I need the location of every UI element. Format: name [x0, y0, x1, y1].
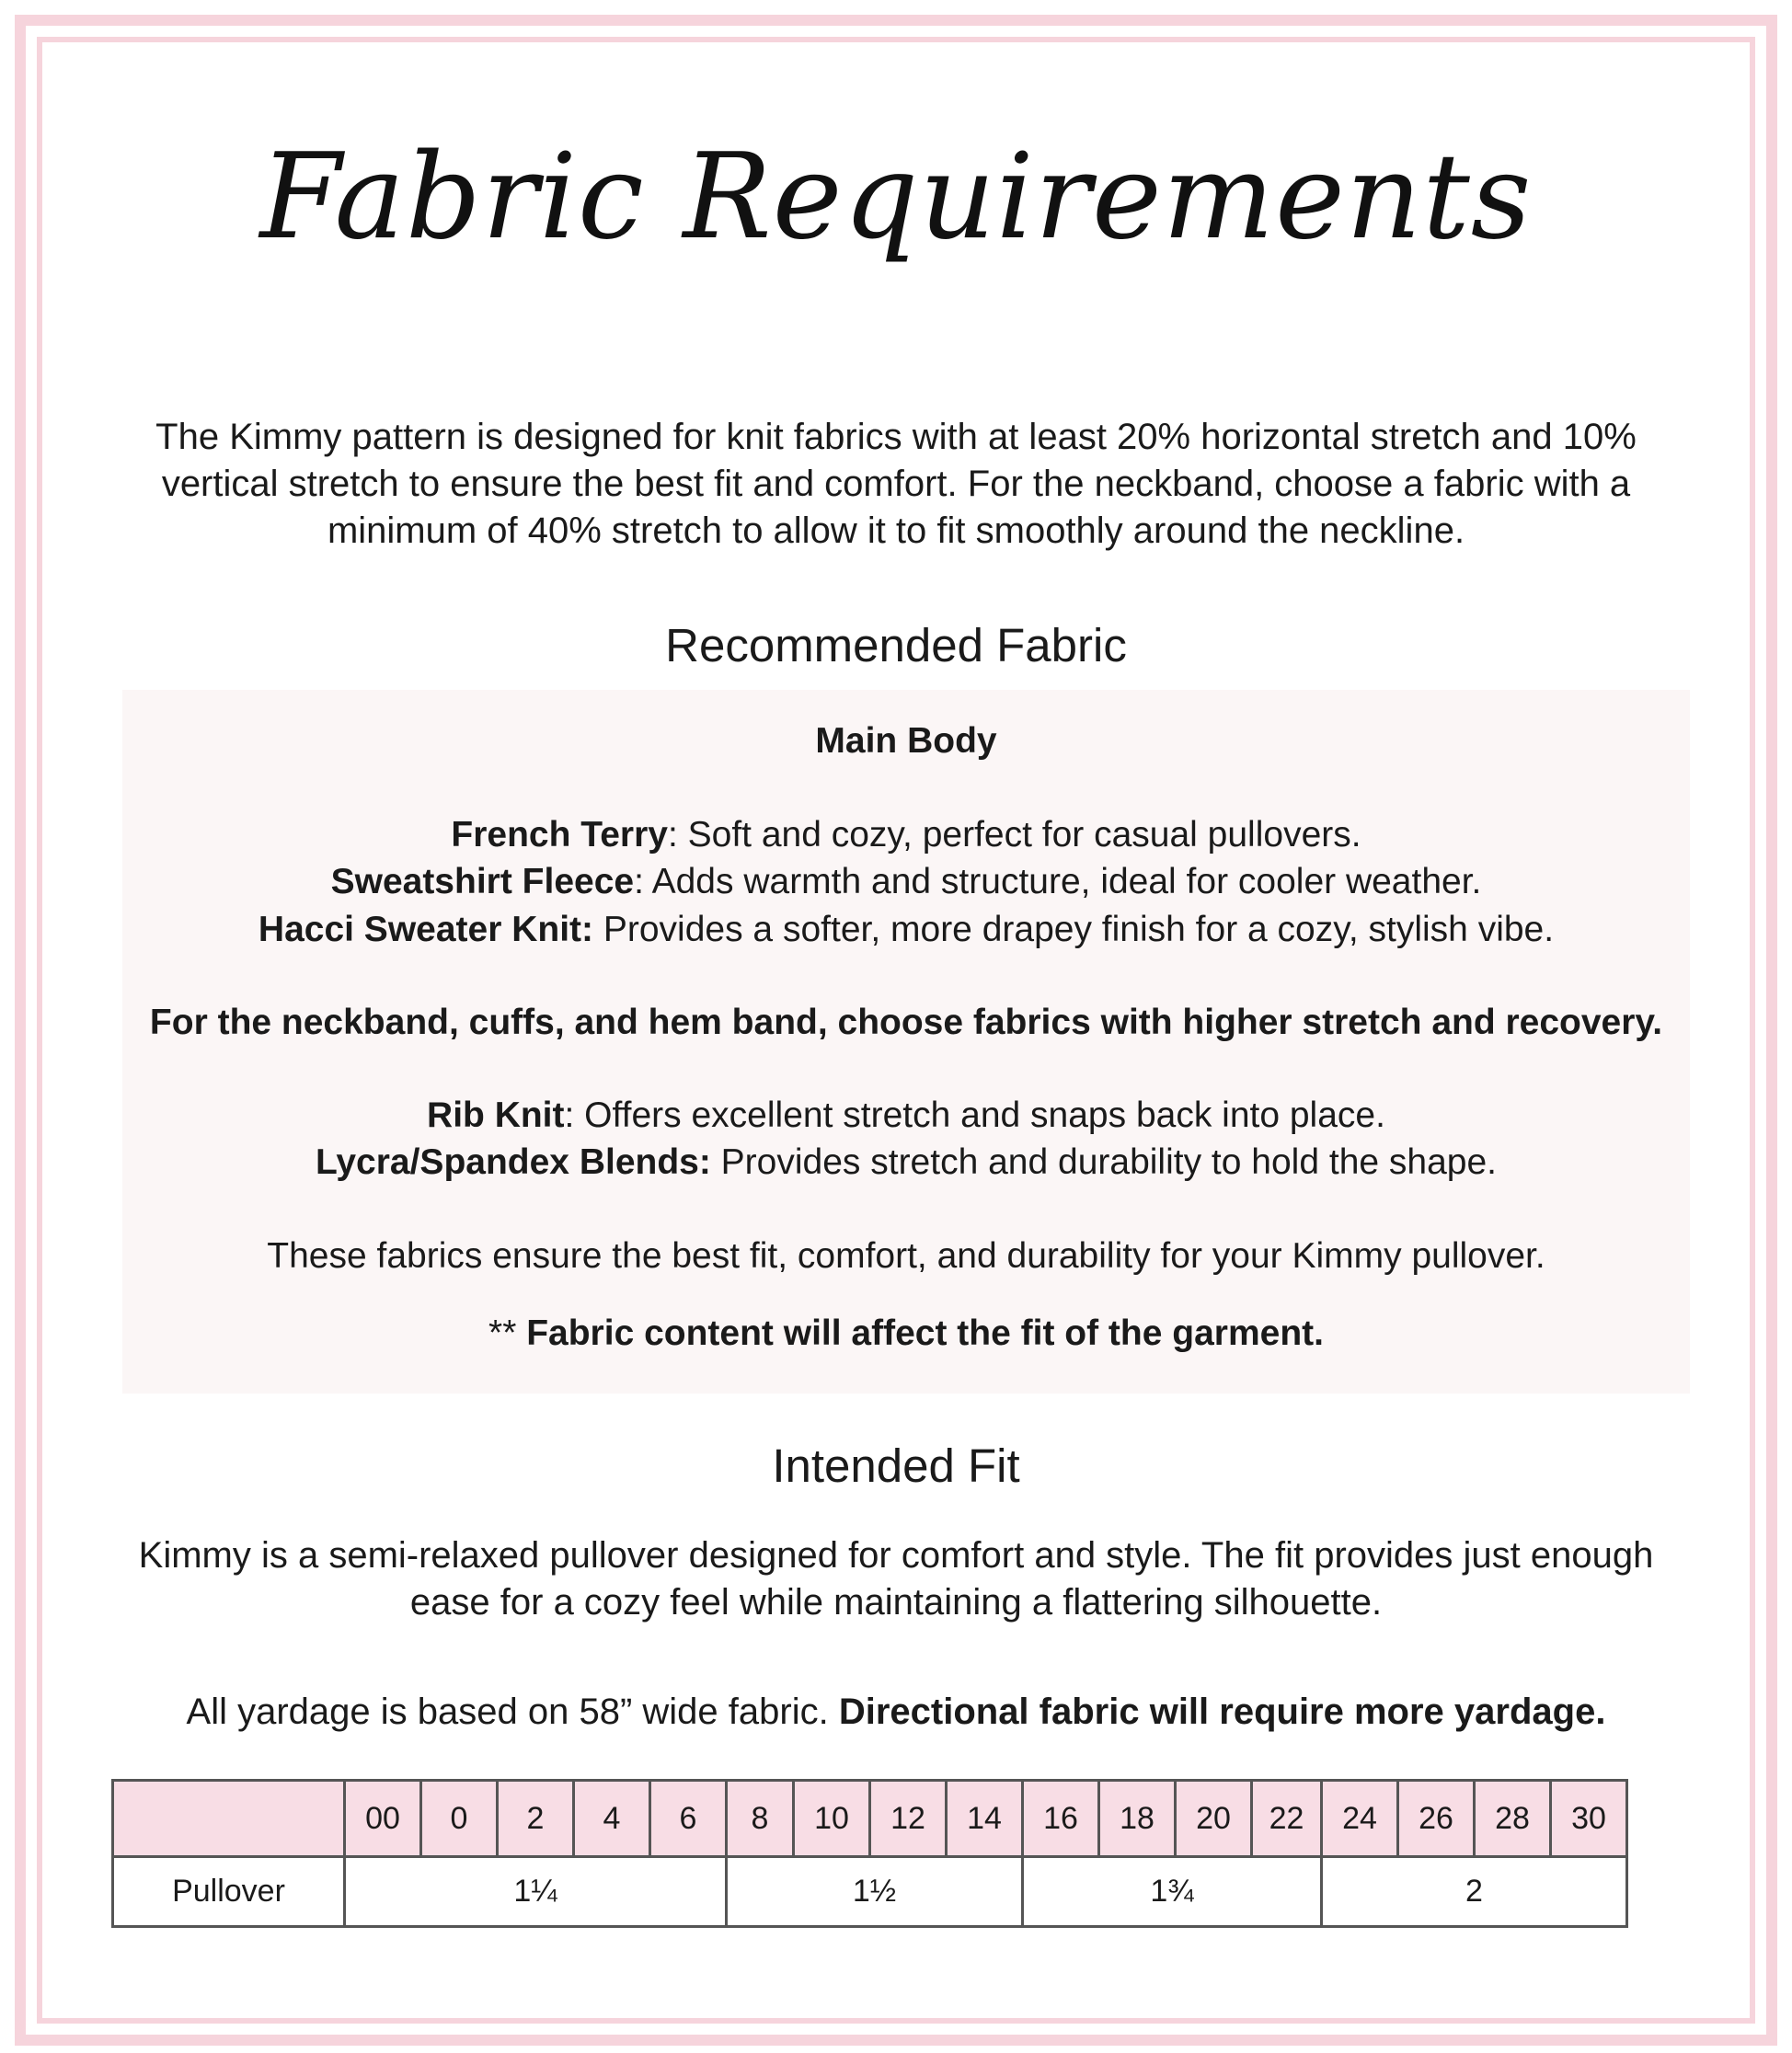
- intended-fit-heading: Intended Fit: [772, 1439, 1020, 1492]
- fabric-content-warning: ** Fabric content will affect the fit of the garment.: [488, 1313, 1324, 1353]
- size-cell: 6: [650, 1781, 727, 1857]
- intended-fit-paragraph: Kimmy is a semi-relaxed pullover designed for comfort and style. The fit provides just enough ease for a cozy feel while maintaining a flattering silhouette.: [138, 1535, 1654, 1623]
- yardage-value-cell: 1¾: [1023, 1857, 1322, 1927]
- size-cell: 00: [345, 1781, 421, 1857]
- fabric-closing-text: These fabrics ensure the best fit, comfort, and durability for your Kimmy pullover.: [267, 1236, 1545, 1276]
- yardage-note: All yardage is based on 58” wide fabric. Directional fabric will require more yardage.: [186, 1692, 1606, 1732]
- fabric-item-rib-knit: Rib Knit: Offers excellent stretch and snaps back into place.: [427, 1095, 1385, 1135]
- size-cell: 24: [1322, 1781, 1398, 1857]
- size-header-label-cell: [113, 1781, 345, 1857]
- yardage-value-cell: 1¼: [345, 1857, 727, 1927]
- intro-paragraph: The Kimmy pattern is designed for knit fabrics with at least 20% horizontal stretch and 10% vertical stretch to ensure the best fit and comfort. For the neckband, choose a fabric with a minimum of 40% stretch to allow it to fit smoothly around the neckline.: [155, 417, 1637, 551]
- yardage-value-cell: 1½: [727, 1857, 1023, 1927]
- fabric-item-hacci-sweater-knit: Hacci Sweater Knit: Provides a softer, more drapey finish for a cozy, stylish vibe.: [258, 910, 1555, 949]
- size-cell: 18: [1099, 1781, 1176, 1857]
- size-cell: 20: [1176, 1781, 1252, 1857]
- fabric-item-french-terry: French Terry: Soft and cozy, perfect for casual pullovers.: [451, 815, 1361, 854]
- row-label: Pullover: [113, 1857, 345, 1927]
- fabric-item-sweatshirt-fleece: Sweatshirt Fleece: Adds warmth and structure, ideal for cooler weather.: [330, 862, 1482, 901]
- size-cell: 12: [870, 1781, 947, 1857]
- size-cell: 22: [1252, 1781, 1322, 1857]
- recommended-fabric-box: [122, 690, 1690, 1394]
- size-cell: 28: [1475, 1781, 1551, 1857]
- yardage-value-cell: 2: [1322, 1857, 1627, 1927]
- size-cell: 14: [947, 1781, 1023, 1857]
- size-header-row: [113, 1781, 1627, 1857]
- yardage-table: [111, 1779, 1628, 1928]
- size-cell: 10: [794, 1781, 870, 1857]
- band-fabric-note: For the neckband, cuffs, and hem band, choose fabrics with higher stretch and recovery.: [149, 1003, 1663, 1042]
- size-cell: 16: [1023, 1781, 1099, 1857]
- size-cell: 0: [421, 1781, 498, 1857]
- main-body-heading: Main Body: [815, 721, 997, 761]
- size-cell: 30: [1551, 1781, 1627, 1857]
- size-cell: 4: [574, 1781, 650, 1857]
- size-cell: 8: [727, 1781, 794, 1857]
- size-cell: 26: [1398, 1781, 1475, 1857]
- page-title: Fabric Requirements: [259, 129, 1533, 266]
- fabric-item-lycra-spandex: Lycra/Spandex Blends: Provides stretch and durability to hold the shape.: [315, 1142, 1498, 1182]
- size-cell: 2: [498, 1781, 574, 1857]
- recommended-fabric-heading: Recommended Fabric: [665, 619, 1127, 671]
- yardage-row-pullover: [113, 1857, 1627, 1927]
